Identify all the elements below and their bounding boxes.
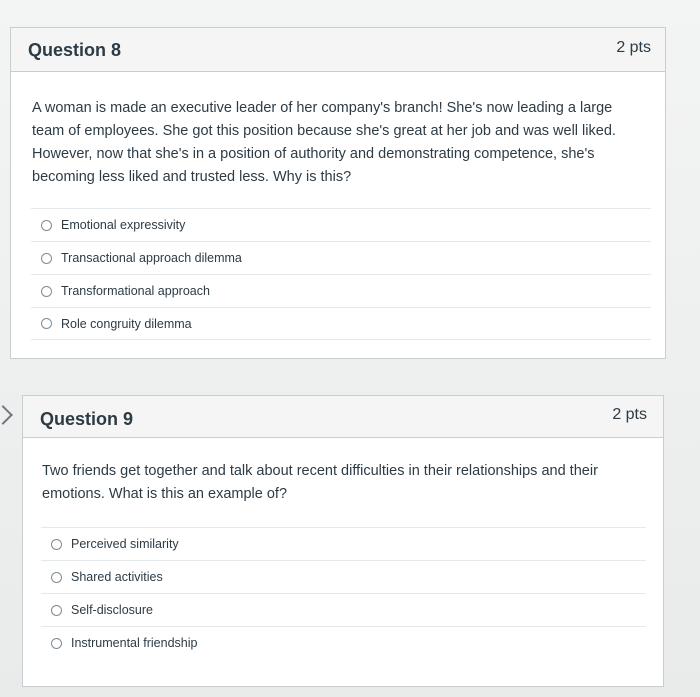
answer-option[interactable] xyxy=(31,208,651,241)
answer-option[interactable] xyxy=(41,527,646,560)
answer-label: Shared activities xyxy=(71,570,163,584)
question-9-card xyxy=(22,395,664,687)
question-9-points: 2 pts xyxy=(612,406,647,423)
answer-label: Emotional expressivity xyxy=(61,218,186,232)
answer-label: Instrumental friendship xyxy=(71,636,198,650)
question-8-answers xyxy=(31,208,651,340)
answer-option[interactable] xyxy=(41,626,646,659)
answer-option[interactable] xyxy=(31,241,651,274)
question-9-header xyxy=(23,396,663,438)
radio-button[interactable] xyxy=(41,253,52,264)
radio-button[interactable] xyxy=(51,605,62,616)
answer-label: Transformational approach xyxy=(61,284,210,298)
radio-button[interactable] xyxy=(41,318,52,329)
question-8-title: Question 8 xyxy=(28,40,122,60)
answer-label: Self-disclosure xyxy=(71,603,153,617)
radio-button[interactable] xyxy=(41,286,52,297)
radio-button[interactable] xyxy=(41,220,52,231)
answer-label: Transactional approach dilemma xyxy=(61,251,242,265)
question-8-text: A woman is made an executive leader of her company's branch! She's now leading a large team of employees. She got this position because she's great at her job and was well liked. However, now that she's in a position of authority and demonstrating competence, she's becoming less liked and trusted less. Why is this? xyxy=(32,100,616,185)
radio-button[interactable] xyxy=(51,572,62,583)
question-9-title: Question 9 xyxy=(40,409,134,429)
answer-option[interactable] xyxy=(41,560,646,593)
question-8-card xyxy=(10,27,666,359)
question-8-points: 2 pts xyxy=(616,39,651,56)
answer-label: Perceived similarity xyxy=(71,537,179,551)
chevron-right-icon xyxy=(0,405,13,425)
question-8-header xyxy=(11,28,665,72)
question-9-answers xyxy=(41,527,646,659)
answer-option[interactable] xyxy=(41,593,646,626)
question-9-text: Two friends get together and talk about recent difficulties in their relationships and their emotions. What is this an example of? xyxy=(42,463,598,502)
answer-option[interactable] xyxy=(31,307,651,340)
radio-button[interactable] xyxy=(51,539,62,550)
radio-button[interactable] xyxy=(51,638,62,649)
answer-option[interactable] xyxy=(31,274,651,307)
answer-label: Role congruity dilemma xyxy=(61,316,192,331)
